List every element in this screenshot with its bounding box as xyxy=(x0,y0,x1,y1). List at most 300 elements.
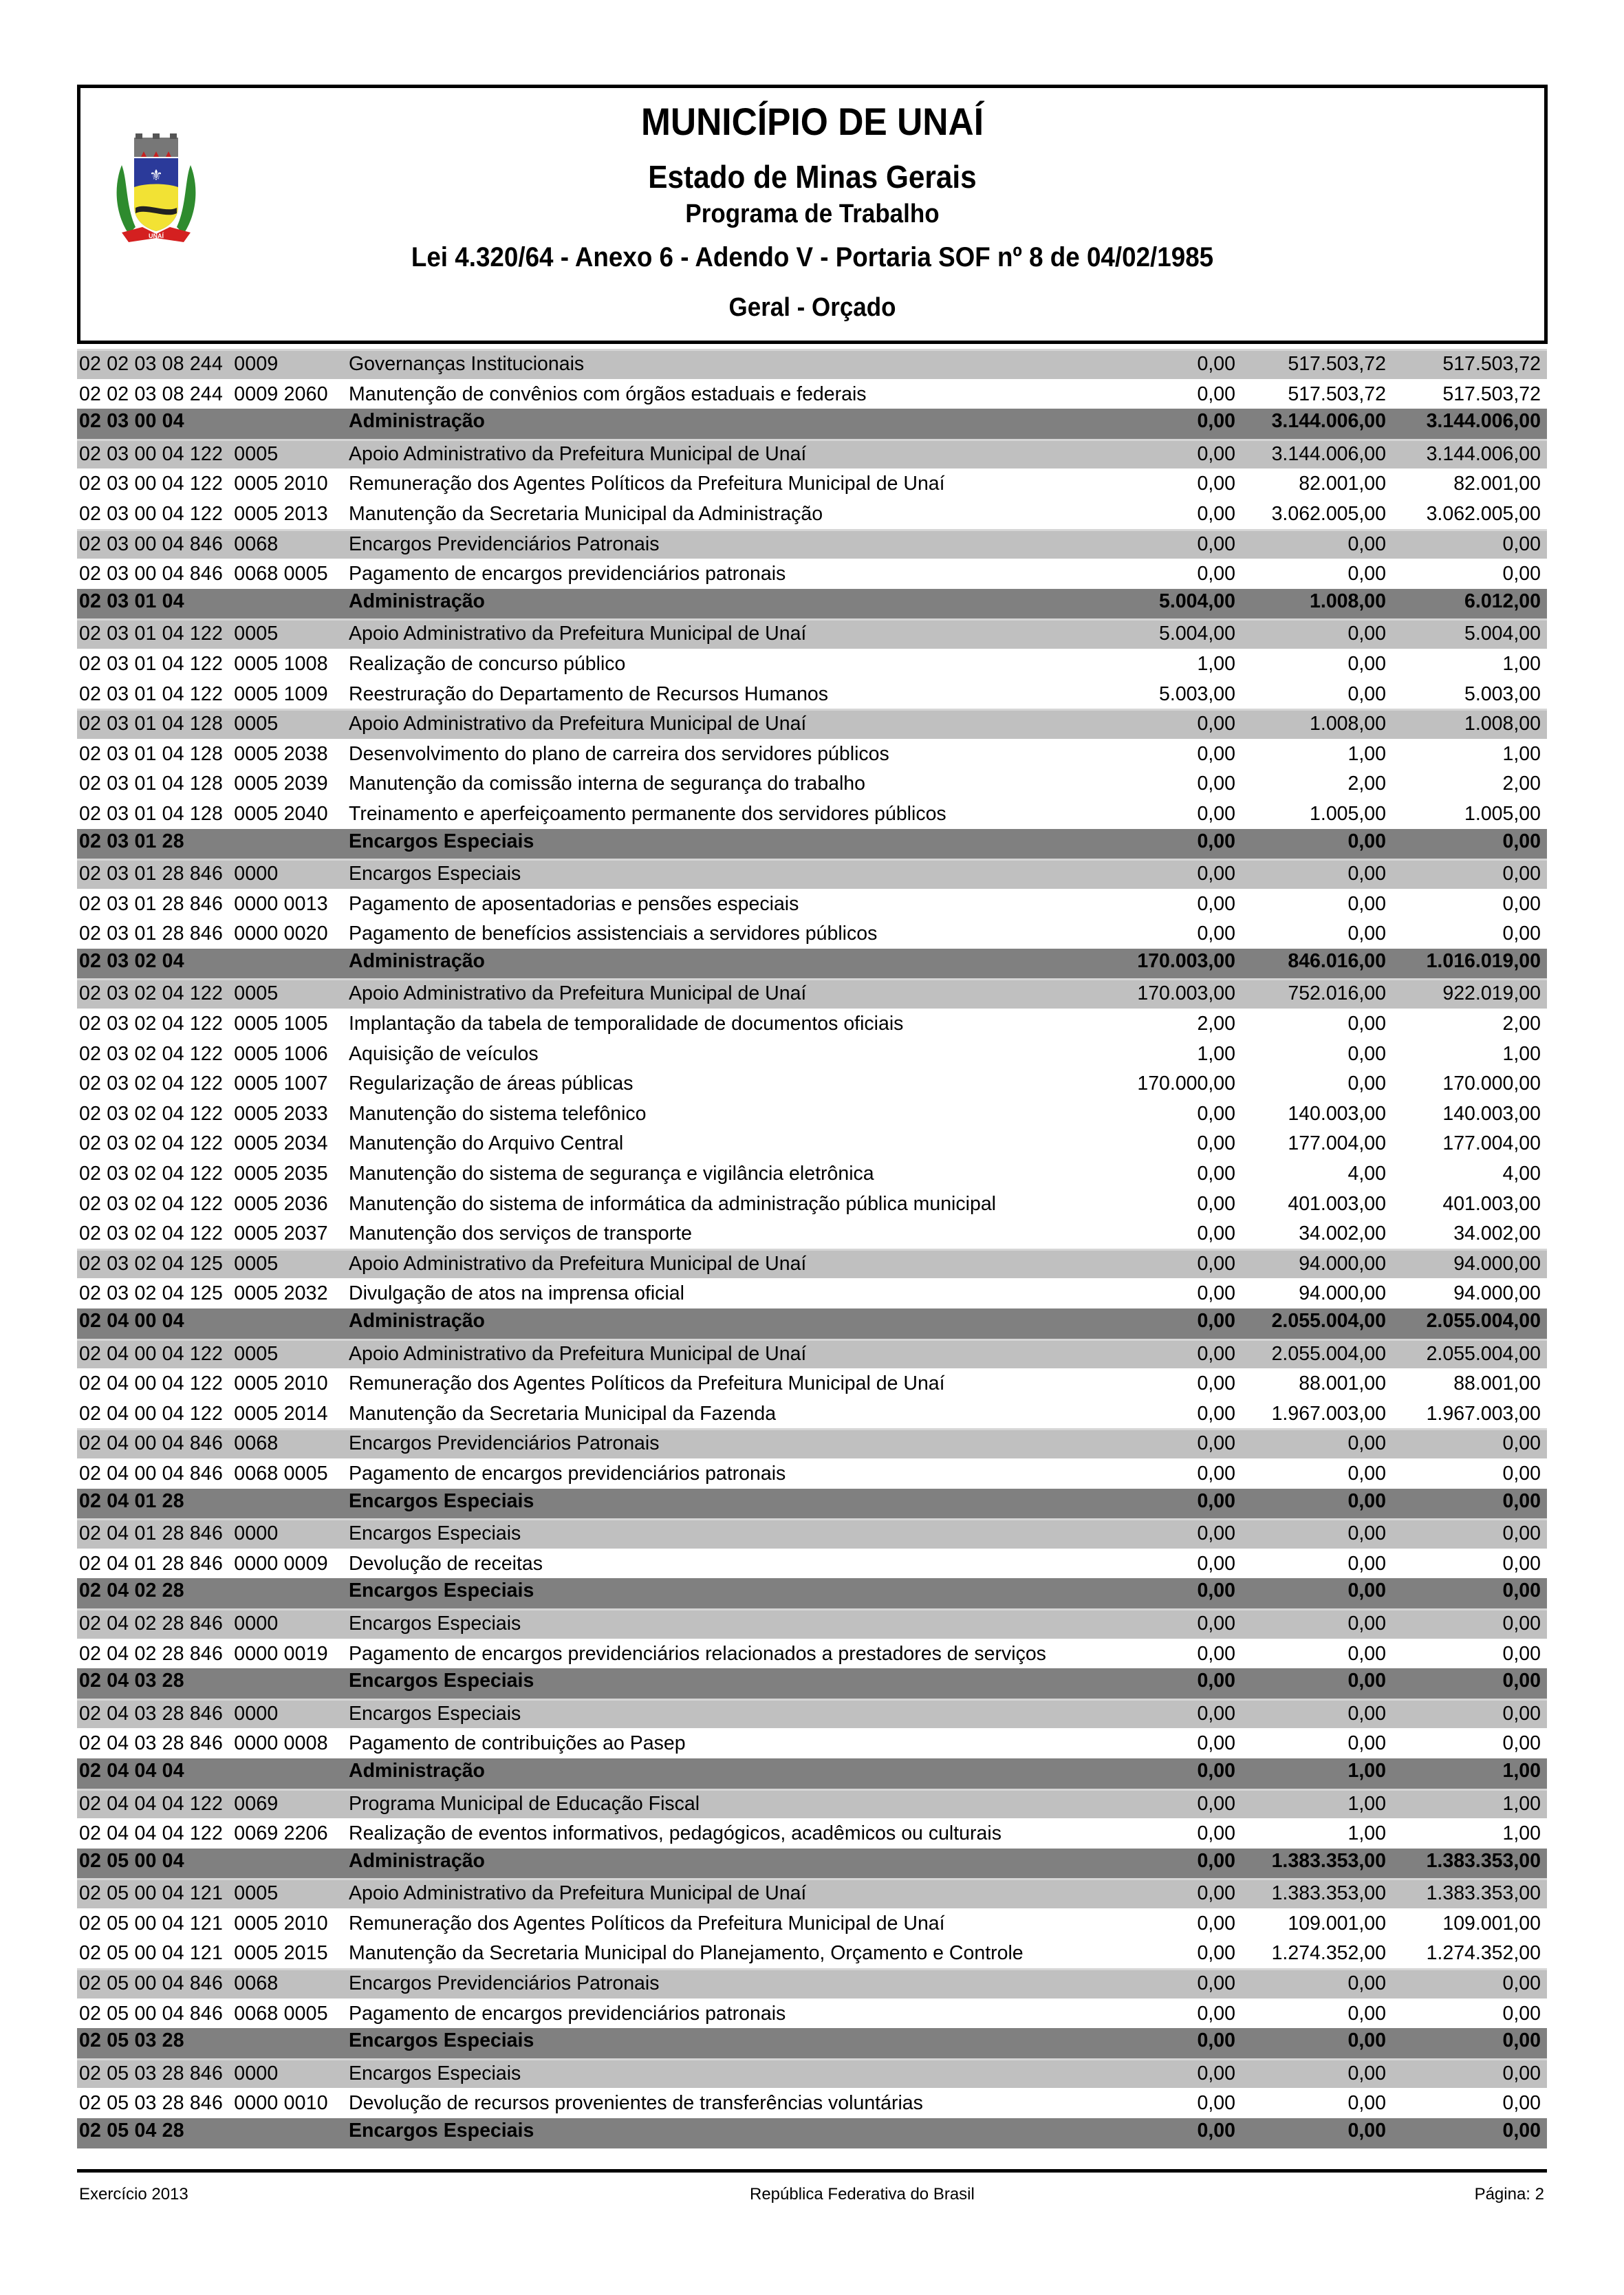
table-subgroup-row xyxy=(77,1878,1547,1908)
table-subgroup-row xyxy=(77,2058,1547,2089)
table-row xyxy=(77,918,1547,949)
value-col-3: 1,00 xyxy=(1502,1759,1541,1782)
program-code: 02 04 02 28 846 0000 0019 xyxy=(79,1642,328,1665)
description: Apoio Administrativo da Prefeitura Municipal de Unaí xyxy=(349,442,807,465)
table-group-row xyxy=(77,829,1547,859)
program-code: 02 03 01 04 122 0005 xyxy=(79,623,279,645)
description: Administração xyxy=(349,949,485,972)
value-col-1: 0,00 xyxy=(1197,1282,1235,1305)
table-row xyxy=(77,1009,1547,1039)
program-code: 02 05 00 04 121 0005 2010 xyxy=(79,1912,328,1935)
program-code: 02 03 00 04 122 0005 xyxy=(79,442,279,465)
value-col-1: 0,00 xyxy=(1197,1882,1235,1905)
value-col-3: 0,00 xyxy=(1502,1612,1541,1635)
description: Pagamento de encargos previdenciários patronais xyxy=(349,1462,786,1485)
value-col-2: 1.383.353,00 xyxy=(1271,1849,1386,1872)
value-col-1: 0,00 xyxy=(1197,802,1235,825)
description: Apoio Administrativo da Prefeitura Municipal de Unaí xyxy=(349,982,807,1005)
table-row xyxy=(77,1068,1547,1099)
table-subgroup-row xyxy=(77,1249,1547,1279)
program-code: 02 03 01 04 122 0005 1008 xyxy=(79,652,328,675)
value-col-3: 4,00 xyxy=(1502,1163,1541,1185)
description: Apoio Administrativo da Prefeitura Municipal de Unaí xyxy=(349,1342,807,1365)
value-col-1: 0,00 xyxy=(1197,1310,1235,1332)
program-code: 02 03 02 04 122 0005 1005 xyxy=(79,1013,328,1035)
value-col-1: 0,00 xyxy=(1197,2002,1235,2025)
table-group-row xyxy=(77,589,1547,619)
value-col-2: 88.001,00 xyxy=(1299,1372,1386,1395)
value-col-2: 0,00 xyxy=(1347,1042,1386,1065)
table-row xyxy=(77,1278,1547,1308)
value-col-3: 0,00 xyxy=(1502,1732,1541,1755)
value-col-1: 0,00 xyxy=(1197,1402,1235,1425)
value-col-3: 1.008,00 xyxy=(1464,713,1541,735)
value-col-2: 1.383.353,00 xyxy=(1271,1882,1386,1905)
value-col-1: 0,00 xyxy=(1197,1732,1235,1755)
program-code: 02 05 03 28 xyxy=(79,2029,184,2052)
value-col-2: 2,00 xyxy=(1347,773,1386,795)
report-scope: Geral - Orçado xyxy=(728,293,896,322)
value-col-3: 0,00 xyxy=(1502,1552,1541,1575)
value-col-2: 401.003,00 xyxy=(1288,1192,1386,1215)
table-subgroup-row xyxy=(77,709,1547,739)
value-col-1: 0,00 xyxy=(1197,1822,1235,1845)
program-code: 02 03 01 04 xyxy=(79,590,184,612)
value-col-3: 0,00 xyxy=(1502,1489,1541,1512)
value-col-2: 1,00 xyxy=(1347,742,1386,765)
value-col-2: 94.000,00 xyxy=(1299,1282,1386,1305)
value-col-3: 0,00 xyxy=(1502,1522,1541,1545)
description: Realização de eventos informativos, pedagógicos, acadêmicos ou culturais xyxy=(349,1822,1002,1845)
value-col-1: 170.000,00 xyxy=(1137,1073,1235,1095)
program-code: 02 03 02 04 122 0005 2036 xyxy=(79,1192,328,1215)
value-col-2: 1.005,00 xyxy=(1310,802,1386,825)
value-col-3: 177.004,00 xyxy=(1442,1132,1541,1155)
value-col-1: 170.003,00 xyxy=(1137,949,1235,972)
value-col-2: 34.002,00 xyxy=(1299,1222,1386,1245)
program-code: 02 03 00 04 846 0068 xyxy=(79,532,279,555)
description: Divulgação de atos na imprensa oficial xyxy=(349,1282,684,1305)
table-row xyxy=(77,1189,1547,1219)
value-col-3: 1.383.353,00 xyxy=(1426,1882,1541,1905)
program-code: 02 03 02 04 122 0005 2034 xyxy=(79,1132,328,1155)
report-name: Programa de Trabalho xyxy=(685,200,940,228)
value-col-3: 0,00 xyxy=(1502,2002,1541,2025)
description: Encargos Especiais xyxy=(349,863,521,885)
value-col-2: 1.967.003,00 xyxy=(1271,1402,1386,1425)
table-group-row xyxy=(77,1578,1547,1608)
program-code: 02 05 00 04 121 0005 xyxy=(79,1882,279,1905)
description: Pagamento de benefícios assistenciais a servidores públicos xyxy=(349,923,878,945)
value-col-2: 177.004,00 xyxy=(1288,1132,1386,1155)
table-row xyxy=(77,379,1547,409)
value-col-3: 0,00 xyxy=(1502,532,1541,555)
value-col-2: 82.001,00 xyxy=(1299,473,1386,495)
program-code: 02 05 00 04 846 0068 0005 xyxy=(79,2002,328,2025)
footer-divider xyxy=(77,2169,1547,2173)
value-col-1: 0,00 xyxy=(1197,410,1235,433)
description: Regularização de áreas públicas xyxy=(349,1073,634,1095)
table-row xyxy=(77,1639,1547,1669)
value-col-2: 2.055.004,00 xyxy=(1271,1342,1386,1365)
description: Reestruração do Departamento de Recursos Humanos xyxy=(349,682,829,705)
program-code: 02 04 02 28 xyxy=(79,1580,184,1602)
value-col-2: 0,00 xyxy=(1347,923,1386,945)
value-col-1: 0,00 xyxy=(1197,2092,1235,2115)
program-code: 02 03 00 04 xyxy=(79,410,184,433)
table-row xyxy=(77,739,1547,769)
value-col-2: 0,00 xyxy=(1347,830,1386,852)
description: Manutenção da Secretaria Municipal da Administração xyxy=(349,502,823,525)
value-col-3: 401.003,00 xyxy=(1442,1192,1541,1215)
description: Treinamento e aperfeiçoamento permanente dos servidores públicos xyxy=(349,802,946,825)
description: Realização de concurso público xyxy=(349,652,626,675)
description: Pagamento de contribuições ao Pasep xyxy=(349,1732,686,1755)
description: Administração xyxy=(349,1849,485,1872)
table-group-row xyxy=(77,1489,1547,1519)
value-col-3: 94.000,00 xyxy=(1453,1252,1541,1275)
value-col-1: 1,00 xyxy=(1197,1042,1235,1065)
program-code: 02 03 01 28 846 0000 0020 xyxy=(79,923,328,945)
value-col-3: 0,00 xyxy=(1502,1580,1541,1602)
value-col-2: 846.016,00 xyxy=(1288,949,1386,972)
table-row xyxy=(77,1549,1547,1579)
table-row xyxy=(77,1998,1547,2029)
value-col-3: 0,00 xyxy=(1502,1432,1541,1455)
budget-table xyxy=(77,349,1547,2148)
description: Programa Municipal de Educação Fiscal xyxy=(349,1792,700,1815)
description: Manutenção do Arquivo Central xyxy=(349,1132,624,1155)
table-subgroup-row xyxy=(77,618,1547,649)
program-code: 02 03 02 04 122 0005 xyxy=(79,982,279,1005)
program-code: 02 05 04 28 xyxy=(79,2120,184,2142)
value-col-1: 0,00 xyxy=(1197,1432,1235,1455)
value-col-2: 517.503,72 xyxy=(1288,353,1386,375)
table-row xyxy=(77,1159,1547,1189)
description: Devolução de receitas xyxy=(349,1552,543,1575)
value-col-1: 5.004,00 xyxy=(1159,623,1235,645)
table-subgroup-row xyxy=(77,1968,1547,1998)
description: Manutenção do sistema de segurança e vigilância eletrônica xyxy=(349,1163,874,1185)
table-subgroup-row xyxy=(77,1699,1547,1729)
value-col-3: 1,00 xyxy=(1502,742,1541,765)
description: Administração xyxy=(349,410,485,433)
value-col-3: 5.004,00 xyxy=(1464,623,1541,645)
value-col-1: 0,00 xyxy=(1197,442,1235,465)
program-code: 02 05 00 04 xyxy=(79,1849,184,1872)
value-col-1: 5.003,00 xyxy=(1159,682,1235,705)
value-col-3: 0,00 xyxy=(1502,1462,1541,1485)
program-code: 02 04 02 28 846 0000 xyxy=(79,1612,279,1635)
value-col-3: 140.003,00 xyxy=(1442,1102,1541,1125)
description: Encargos Previdenciários Patronais xyxy=(349,1972,660,1995)
value-col-1: 0,00 xyxy=(1197,2120,1235,2142)
table-row xyxy=(77,1938,1547,1968)
value-col-2: 0,00 xyxy=(1347,623,1386,645)
value-col-1: 0,00 xyxy=(1197,830,1235,852)
value-col-3: 82.001,00 xyxy=(1453,473,1541,495)
value-col-3: 0,00 xyxy=(1502,863,1541,885)
description: Pagamento de encargos previdenciários patronais xyxy=(349,2002,786,2025)
description: Apoio Administrativo da Prefeitura Municipal de Unaí xyxy=(349,1252,807,1275)
value-col-1: 0,00 xyxy=(1197,1552,1235,1575)
value-col-1: 0,00 xyxy=(1197,1132,1235,1155)
value-col-3: 3.062.005,00 xyxy=(1426,502,1541,525)
value-col-1: 0,00 xyxy=(1197,773,1235,795)
description: Manutenção do sistema telefônico xyxy=(349,1102,647,1125)
value-col-2: 1.274.352,00 xyxy=(1271,1942,1386,1965)
value-col-3: 6.012,00 xyxy=(1464,590,1541,612)
value-col-2: 94.000,00 xyxy=(1299,1252,1386,1275)
table-group-row xyxy=(77,1758,1547,1789)
description: Remuneração dos Agentes Políticos da Prefeitura Municipal de Unaí xyxy=(349,473,945,495)
value-col-2: 0,00 xyxy=(1347,2092,1386,2115)
value-col-1: 1,00 xyxy=(1197,652,1235,675)
value-col-1: 0,00 xyxy=(1197,563,1235,585)
value-col-3: 1,00 xyxy=(1502,1792,1541,1815)
description: Apoio Administrativo da Prefeitura Municipal de Unaí xyxy=(349,1882,807,1905)
value-col-3: 88.001,00 xyxy=(1453,1372,1541,1395)
table-subgroup-row xyxy=(77,859,1547,889)
program-code: 02 05 03 28 846 0000 xyxy=(79,2062,279,2084)
value-col-2: 0,00 xyxy=(1347,1972,1386,1995)
value-col-2: 0,00 xyxy=(1347,1642,1386,1665)
description: Administração xyxy=(349,1759,485,1782)
value-col-3: 2.055.004,00 xyxy=(1426,1342,1541,1365)
table-row xyxy=(77,768,1547,799)
value-col-3: 1.967.003,00 xyxy=(1426,1402,1541,1425)
table-row xyxy=(77,1908,1547,1939)
program-code: 02 04 00 04 846 0068 xyxy=(79,1432,279,1455)
value-col-2: 1.008,00 xyxy=(1310,713,1386,735)
value-col-2: 1.008,00 xyxy=(1310,590,1386,612)
value-col-3: 2.055.004,00 xyxy=(1426,1310,1541,1332)
value-col-3: 1.383.353,00 xyxy=(1426,1849,1541,1872)
value-col-3: 517.503,72 xyxy=(1442,383,1541,405)
table-subgroup-row xyxy=(77,1339,1547,1369)
value-col-1: 0,00 xyxy=(1197,1670,1235,1692)
value-col-2: 0,00 xyxy=(1347,1702,1386,1725)
value-col-3: 3.144.006,00 xyxy=(1426,410,1541,433)
description: Manutenção da comissão interna de segurança do trabalho xyxy=(349,773,865,795)
footer-country: República Federativa do Brasil xyxy=(750,2185,975,2204)
program-code: 02 03 02 04 xyxy=(79,949,184,972)
program-code: 02 03 00 04 122 0005 2013 xyxy=(79,502,328,525)
value-col-1: 170.003,00 xyxy=(1137,982,1235,1005)
program-code: 02 04 00 04 122 0005 2010 xyxy=(79,1372,328,1395)
value-col-1: 0,00 xyxy=(1197,1702,1235,1725)
program-code: 02 04 04 04 122 0069 2206 xyxy=(79,1822,328,1845)
table-group-row xyxy=(77,409,1547,439)
value-col-2: 0,00 xyxy=(1347,1670,1386,1692)
description: Encargos Previdenciários Patronais xyxy=(349,1432,660,1455)
program-code: 02 03 01 28 846 0000 xyxy=(79,863,279,885)
value-col-3: 1,00 xyxy=(1502,1822,1541,1845)
description: Encargos Especiais xyxy=(349,2062,521,2084)
value-col-1: 0,00 xyxy=(1197,1580,1235,1602)
value-col-3: 2,00 xyxy=(1502,1013,1541,1035)
legal-basis: Lei 4.320/64 - Anexo 6 - Adendo V - Portaria SOF nº 8 de 04/02/1985 xyxy=(411,242,1214,272)
value-col-1: 0,00 xyxy=(1197,923,1235,945)
description: Manutenção da Secretaria Municipal da Fazenda xyxy=(349,1402,777,1425)
value-col-2: 109.001,00 xyxy=(1288,1912,1386,1935)
program-code: 02 03 02 04 125 0005 xyxy=(79,1252,279,1275)
value-col-1: 0,00 xyxy=(1197,2029,1235,2052)
value-col-2: 0,00 xyxy=(1347,1612,1386,1635)
value-col-3: 170.000,00 xyxy=(1442,1073,1541,1095)
value-col-2: 0,00 xyxy=(1347,652,1386,675)
value-col-3: 1.016.019,00 xyxy=(1426,949,1541,972)
svg-text:UNAÍ: UNAÍ xyxy=(149,233,164,239)
description: Administração xyxy=(349,590,485,612)
description: Pagamento de aposentadorias e pensões especiais xyxy=(349,892,799,915)
svg-text:⚜: ⚜ xyxy=(149,166,163,184)
program-code: 02 04 03 28 846 0000 0008 xyxy=(79,1732,328,1755)
value-col-2: 0,00 xyxy=(1347,682,1386,705)
description: Manutenção de convênios com órgãos estaduais e federais xyxy=(349,383,867,405)
value-col-2: 4,00 xyxy=(1347,1163,1386,1185)
value-col-3: 0,00 xyxy=(1502,1642,1541,1665)
value-col-1: 0,00 xyxy=(1197,1972,1235,1995)
program-code: 02 04 01 28 846 0000 0009 xyxy=(79,1552,328,1575)
value-col-3: 109.001,00 xyxy=(1442,1912,1541,1935)
description: Apoio Administrativo da Prefeitura Municipal de Unaí xyxy=(349,713,807,735)
table-row xyxy=(77,1399,1547,1429)
value-col-1: 0,00 xyxy=(1197,892,1235,915)
value-col-1: 0,00 xyxy=(1197,1849,1235,1872)
table-group-row xyxy=(77,949,1547,979)
table-subgroup-row xyxy=(77,439,1547,469)
program-code: 02 03 01 04 122 0005 1009 xyxy=(79,682,328,705)
value-col-3: 0,00 xyxy=(1502,2062,1541,2084)
program-code: 02 04 03 28 xyxy=(79,1670,184,1692)
description: Encargos Especiais xyxy=(349,1670,534,1692)
description: Pagamento de encargos previdenciários relacionados a prestadores de serviços xyxy=(349,1642,1046,1665)
footer-fiscal-year: Exercício 2013 xyxy=(79,2185,188,2204)
value-col-1: 0,00 xyxy=(1197,1912,1235,1935)
value-col-2: 0,00 xyxy=(1347,892,1386,915)
description: Desenvolvimento do plano de carreira dos servidores públicos xyxy=(349,742,889,765)
table-subgroup-row xyxy=(77,1608,1547,1639)
value-col-2: 0,00 xyxy=(1347,2002,1386,2025)
value-col-3: 0,00 xyxy=(1502,830,1541,852)
program-code: 02 04 04 04 122 0069 xyxy=(79,1792,279,1815)
description: Remuneração dos Agentes Políticos da Prefeitura Municipal de Unaí xyxy=(349,1912,945,1935)
table-subgroup-row xyxy=(77,1428,1547,1458)
description: Encargos Previdenciários Patronais xyxy=(349,532,660,555)
value-col-1: 2,00 xyxy=(1197,1013,1235,1035)
value-col-2: 0,00 xyxy=(1347,1522,1386,1545)
program-code: 02 04 00 04 122 0005 xyxy=(79,1342,279,1365)
table-group-row xyxy=(77,2118,1547,2148)
value-col-1: 0,00 xyxy=(1197,1462,1235,1485)
value-col-1: 0,00 xyxy=(1197,383,1235,405)
description: Manutenção da Secretaria Municipal do Planejamento, Orçamento e Controle xyxy=(349,1942,1024,1965)
table-row xyxy=(77,1368,1547,1399)
value-col-1: 0,00 xyxy=(1197,713,1235,735)
program-code: 02 03 02 04 125 0005 2032 xyxy=(79,1282,328,1305)
description: Encargos Especiais xyxy=(349,1612,521,1635)
table-row xyxy=(77,1458,1547,1489)
table-row xyxy=(77,1039,1547,1069)
program-code: 02 03 01 28 xyxy=(79,830,184,852)
table-row xyxy=(77,679,1547,709)
description: Devolução de recursos provenientes de transferências voluntárias xyxy=(349,2092,923,2115)
value-col-2: 140.003,00 xyxy=(1288,1102,1386,1125)
value-col-3: 0,00 xyxy=(1502,892,1541,915)
value-col-3: 0,00 xyxy=(1502,923,1541,945)
footer-page-number: Página: 2 xyxy=(1474,2185,1544,2204)
description: Encargos Especiais xyxy=(349,2029,534,2052)
value-col-1: 0,00 xyxy=(1197,1612,1235,1635)
program-code: 02 02 03 08 244 0009 2060 xyxy=(79,383,328,405)
value-col-1: 0,00 xyxy=(1197,742,1235,765)
program-code: 02 03 01 28 846 0000 0013 xyxy=(79,892,328,915)
program-code: 02 03 00 04 122 0005 2010 xyxy=(79,473,328,495)
value-col-3: 1,00 xyxy=(1502,652,1541,675)
description: Administração xyxy=(349,1310,485,1332)
table-subgroup-row xyxy=(77,349,1547,379)
value-col-1: 0,00 xyxy=(1197,863,1235,885)
value-col-3: 0,00 xyxy=(1502,1702,1541,1725)
table-group-row xyxy=(77,2028,1547,2058)
table-group-row xyxy=(77,1308,1547,1339)
description: Encargos Especiais xyxy=(349,1489,534,1512)
table-row xyxy=(77,799,1547,829)
value-col-2: 0,00 xyxy=(1347,1552,1386,1575)
value-col-1: 0,00 xyxy=(1197,1163,1235,1185)
value-col-3: 0,00 xyxy=(1502,2092,1541,2115)
value-col-3: 0,00 xyxy=(1502,2029,1541,2052)
value-col-2: 752.016,00 xyxy=(1288,982,1386,1005)
description: Pagamento de encargos previdenciários patronais xyxy=(349,563,786,585)
value-col-2: 1,00 xyxy=(1347,1759,1386,1782)
table-subgroup-row xyxy=(77,978,1547,1009)
description: Encargos Especiais xyxy=(349,830,534,852)
table-row xyxy=(77,2088,1547,2118)
value-col-2: 0,00 xyxy=(1347,532,1386,555)
value-col-1: 0,00 xyxy=(1197,1342,1235,1365)
value-col-2: 2.055.004,00 xyxy=(1271,1310,1386,1332)
value-col-1: 0,00 xyxy=(1197,1252,1235,1275)
value-col-2: 0,00 xyxy=(1347,1432,1386,1455)
value-col-3: 94.000,00 xyxy=(1453,1282,1541,1305)
value-col-1: 0,00 xyxy=(1197,1942,1235,1965)
table-row xyxy=(77,468,1547,499)
value-col-1: 0,00 xyxy=(1197,1759,1235,1782)
table-row xyxy=(77,1128,1547,1159)
value-col-1: 0,00 xyxy=(1197,473,1235,495)
program-code: 02 03 00 04 846 0068 0005 xyxy=(79,563,328,585)
value-col-3: 0,00 xyxy=(1502,2120,1541,2142)
municipality-title: MUNICÍPIO DE UNAÍ xyxy=(640,100,984,143)
value-col-1: 5.004,00 xyxy=(1159,590,1235,612)
value-col-3: 1.274.352,00 xyxy=(1426,1942,1541,1965)
value-col-3: 0,00 xyxy=(1502,1972,1541,1995)
description: Remuneração dos Agentes Políticos da Prefeitura Municipal de Unaí xyxy=(349,1372,945,1395)
value-col-2: 0,00 xyxy=(1347,1073,1386,1095)
value-col-1: 0,00 xyxy=(1197,1372,1235,1395)
program-code: 02 04 03 28 846 0000 xyxy=(79,1702,279,1725)
program-code: 02 04 00 04 846 0068 0005 xyxy=(79,1462,328,1485)
program-code: 02 03 01 04 128 0005 2040 xyxy=(79,802,328,825)
value-col-2: 0,00 xyxy=(1347,863,1386,885)
value-col-1: 0,00 xyxy=(1197,1192,1235,1215)
table-row xyxy=(77,1818,1547,1849)
value-col-1: 0,00 xyxy=(1197,1522,1235,1545)
table-row xyxy=(77,649,1547,679)
program-code: 02 04 00 04 xyxy=(79,1310,184,1332)
